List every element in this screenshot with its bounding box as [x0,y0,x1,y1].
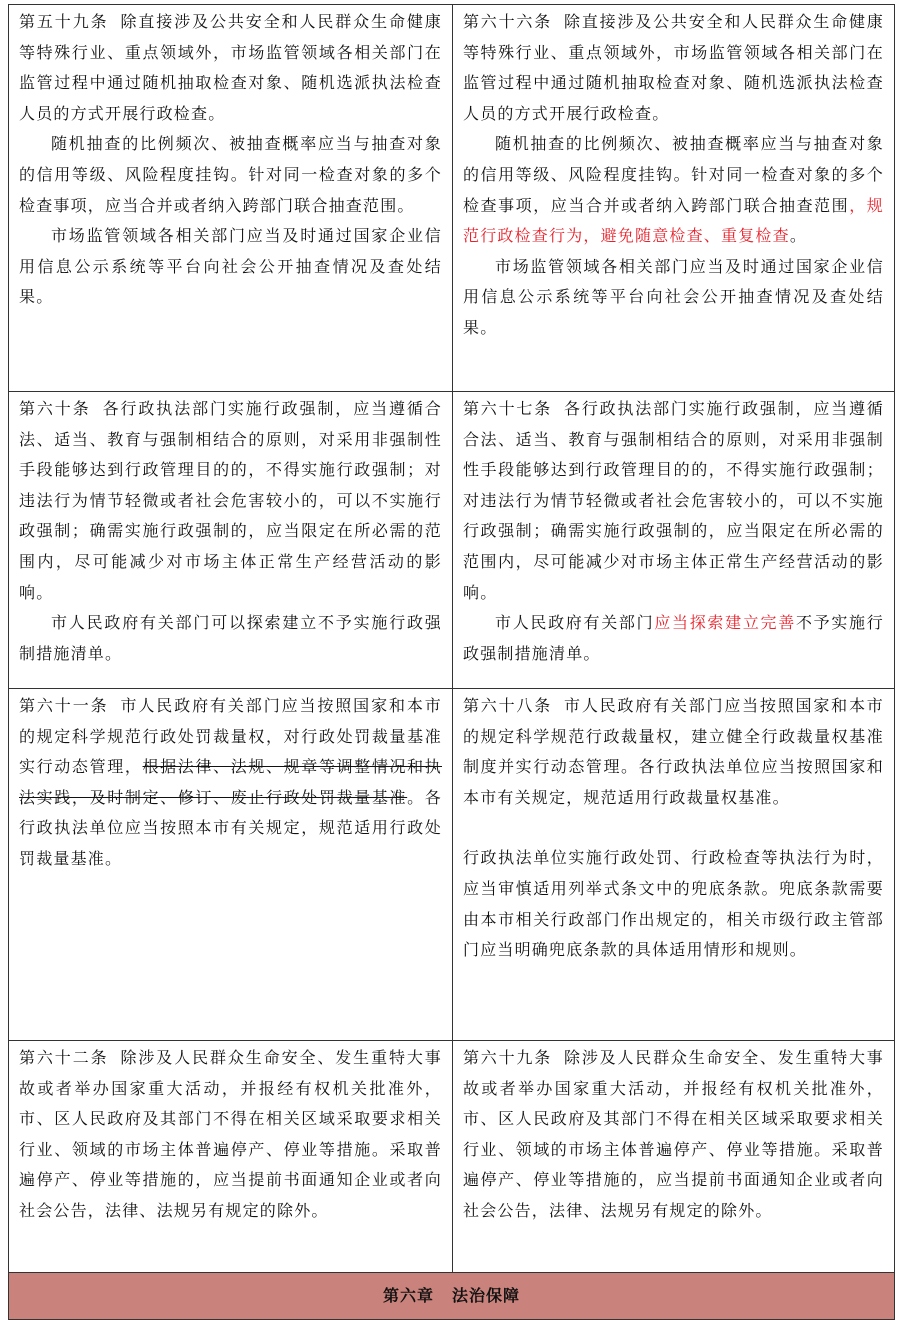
article-paragraph [463,394,884,608]
article-paragraph: 行政执法单位实施行政处罚、行政检查等执法行为时，应当审慎适用列举式条文中的兜底条款。兜底条款需要由本市相关行政部门作出规定的，相关市级行政主管部门应当明确兜底条款的具体适用情形和规则。 [463,848,884,960]
article-number: 第五十九条 [19,12,109,31]
article-text: 除涉及人民群众生命安全、发生重特大事故或者举办国家重大活动，并报经有权机关批准外，市、区人民政府及其部门不得在相关区域采取要求相关行业、领域的市场主体普遍停产、停业等措施。采取普遍停产、停业等措施的，应当提前书面通知企业或者向社会公告，法律、法规另有规定的除外。 [463,1048,884,1220]
deleted-text: 根据法律、法规、规章等调整情况和执法实践，及时制定、修订、废止行政处罚裁量基准 [19,757,443,807]
article-number: 第六十六条 [463,12,553,31]
right-cell-article-69 [453,1041,895,1273]
article-text: 不予实施行政强制措施清单。 [463,613,884,663]
article-text: 各行政执法部门实施行政强制，应当遵循合法、适当、教育与强制相结合的原则，对采用非强制性手段能够达到行政管理目的的，不得实施行政强制；对违法行为情节轻微或者社会危害较小的，可以不实施行政强制；确需实施行政强制的，应当限定在所必需的范围内，尽可能减少对市场主体正常生产经营活动的影响。 [19,399,442,602]
right-cell-article-67 [453,392,895,689]
chapter-heading-row [9,1273,895,1320]
article-number: 第六十八条 [463,696,553,715]
right-cell-article-66 [453,5,895,392]
article-text: 。各行政执法单位应当按照本市有关规定，规范适用行政处罚裁量基准。 [19,787,442,868]
table-row [9,5,895,392]
article-number: 第六十七条 [463,399,553,418]
article-paragraph: 市人民政府有关部门可以探索建立不予实施行政强制措施清单。 [19,613,442,663]
table-row [9,392,895,689]
article-text: 随机抽查的比例频次、被抽查概率应当与抽查对象的信用等级、风险程度挂钩。针对同一检查对象的多个检查事项，应当合并或者纳入跨部门联合抽查范围 [463,134,884,215]
article-text: 除涉及人民群众生命安全、发生重特大事故或者举办国家重大活动，并报经有权机关批准外，市、区人民政府及其部门不得在相关区域采取要求相关行业、领域的市场主体普遍停产、停业等措施。采取普遍停产、停业等措施的，应当提前书面通知企业或者向社会公告，法律、法规另有规定的除外。 [19,1048,442,1220]
article-text: 市人民政府有关部门应当按照国家和本市的规定科学规范行政处罚裁量权，对行政处罚裁量基准实行动态管理， [19,696,442,777]
article-paragraph [19,691,442,875]
article-number: 第六十九条 [463,1048,553,1067]
article-number: 第六十一条 [19,696,109,715]
right-cell-article-68 [453,689,895,1041]
chapter-heading [9,1273,895,1320]
article-paragraph: 随机抽查的比例频次、被抽查概率应当与抽查对象的信用等级、风险程度挂钩。针对同一检查对象的多个检查事项，应当合并或者纳入跨部门联合抽查范围。 [19,134,442,215]
article-number: 第六十二条 [19,1048,109,1067]
article-paragraph [463,1043,884,1227]
article-text: 市人民政府有关部门 [495,613,655,633]
table-row [9,1041,895,1273]
article-text: 。 [789,226,808,246]
added-text: ，规范行政检查行为，避免随意检查、重复检查 [463,195,884,246]
article-paragraph: 市场监管领域各相关部门应当及时通过国家企业信用信息公示系统等平台向社会公开抽查情况及查处结果。 [463,256,884,337]
article-paragraph [463,129,884,251]
added-text: 应当探索建立完善 [654,613,796,633]
table-row [9,689,895,1041]
article-paragraph [19,7,442,129]
article-number: 第六十条 [19,399,91,418]
chapter-number: 第六章 [382,1285,434,1305]
article-paragraph [19,394,442,608]
left-cell-article-59 [9,5,453,392]
article-paragraph [463,608,884,669]
paragraph-gap [463,813,884,843]
article-text: 各行政执法部门实施行政强制，应当遵循合法、适当、教育与强制相结合的原则，对采用非强制性手段能够达到行政管理目的的，不得实施行政强制；对违法行为情节轻微或者社会危害较小的，可以不实施行政强制；确需实施行政强制的，应当限定在所必需的范围内，尽可能减少对市场主体正常生产经营活动的影响。 [463,399,884,602]
article-text: 市人民政府有关部门应当按照国家和本市的规定科学规范行政裁量权，建立健全行政裁量权基准制度并实行动态管理。各行政执法单位应当按照国家和本市有关规定，规范适用行政裁量权基准。 [463,696,884,807]
article-paragraph: 市场监管领域各相关部门应当及时通过国家企业信用信息公示系统等平台向社会公开抽查情况及查处结果。 [19,226,442,307]
left-cell-article-62 [9,1041,453,1273]
article-paragraph [463,7,884,129]
article-text: 除直接涉及公共安全和人民群众生命健康等特殊行业、重点领域外，市场监管领域各相关部门在监管过程中通过随机抽取检查对象、随机选派执法检查人员的方式开展行政检查。 [463,12,884,123]
chapter-title: 法治保障 [452,1285,521,1305]
article-text: 除直接涉及公共安全和人民群众生命健康等特殊行业、重点领域外，市场监管领域各相关部门在监管过程中通过随机抽取检查对象、随机选派执法检查人员的方式开展行政检查。 [19,12,442,123]
article-paragraph [19,1043,442,1227]
article-paragraph [463,691,884,813]
left-cell-article-61 [9,689,453,1041]
left-cell-article-60 [9,392,453,689]
regulation-comparison-table [8,4,895,1320]
